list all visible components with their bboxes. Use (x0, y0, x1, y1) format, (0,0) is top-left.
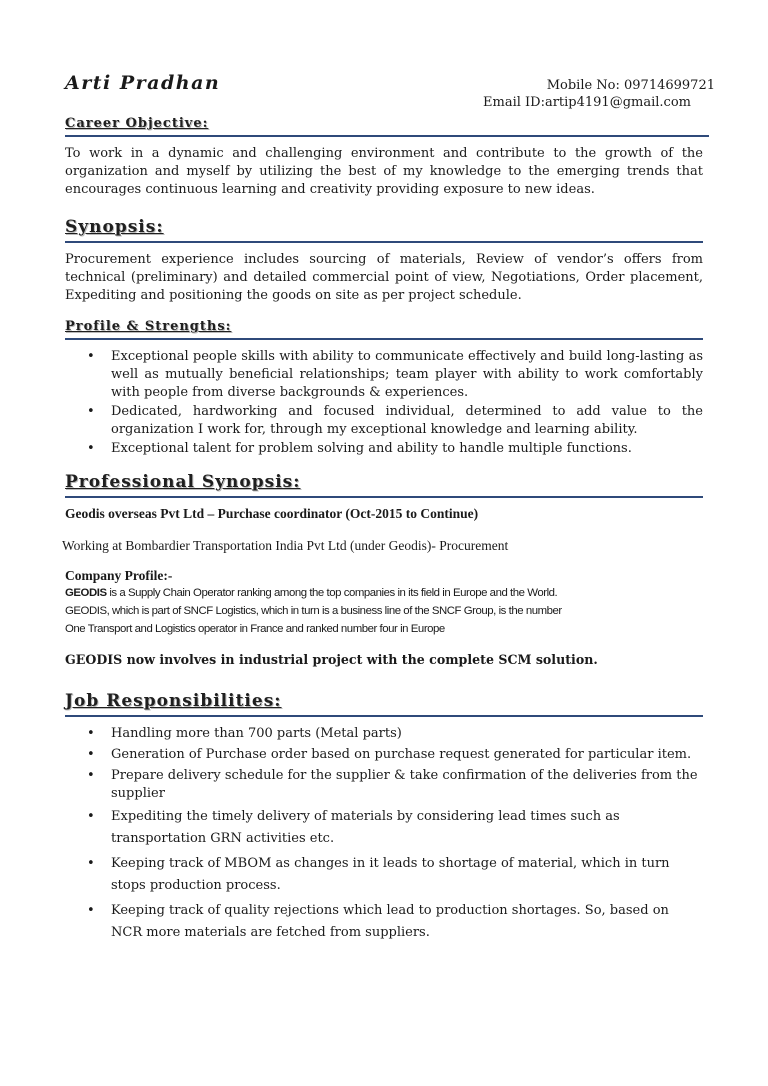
company-name-bold: GEODIS (65, 587, 107, 599)
section-divider (65, 241, 703, 243)
career-objective-heading: Career Objective: (65, 116, 209, 131)
company-profile-text-1: is a Supply Chain Operator ranking among the top companies in its field in Europe and the World. (106, 587, 558, 599)
company-profile-line-3: One Transport and Logistics operator in France and ranked number four in Europe (65, 623, 445, 635)
working-line: Working at Bombardier Transportation India Pvt Ltd (under Geodis)- Procurement (62, 538, 509, 553)
list-item: • Handling more than 700 parts (Metal parts) (111, 725, 703, 743)
profile-list (65, 348, 703, 458)
candidate-name: Arti Pradhan (65, 72, 221, 94)
geodis-scm-statement: GEODIS now involves in industrial project with the complete SCM solution. (65, 652, 598, 667)
company-position-line: Geodis overseas Pvt Ltd – Purchase coordinator (Oct-2015 to Continue) (65, 506, 479, 521)
section-divider (65, 338, 703, 340)
company-profile-line-2: GEODIS, which is part of SNCF Logistics, which in turn is a business line of the SNCF Group, is the number (65, 605, 562, 617)
list-item: • Keeping track of quality rejections which lead to production shortages. So, based on NCR more materials are fetched from suppliers. (111, 900, 703, 944)
list-item: • Keeping track of MBOM as changes in it leads to shortage of material, which in turn stops production process. (111, 853, 703, 897)
profile-heading: Profile & Strengths: (65, 319, 232, 334)
mobile-number: Mobile No: 09714699721 (546, 78, 715, 93)
job-responsibilities-heading: Job Responsibilities: (65, 691, 282, 711)
resume-header (65, 72, 715, 114)
section-divider (65, 496, 703, 498)
resume-page (62, 72, 715, 947)
list-item: • Expediting the timely delivery of materials by considering lead times such as transportation GRN activities etc. (111, 806, 703, 850)
company-profile-line-1 (65, 584, 703, 602)
list-item: • Exceptional people skills with ability to communicate effectively and build long-lasting as well as mutually beneficial relationships; team player with ability to work comfortably with people from diverse backgrounds & experiences. (111, 348, 703, 402)
job-responsibilities-list (65, 725, 703, 944)
list-item: • Prepare delivery schedule for the supplier & take confirmation of the deliveries from the supplier (111, 767, 703, 803)
career-objective-text: To work in a dynamic and challenging environment and contribute to the growth of the organization and myself by utilizing the best of my knowledge to the emerging trends that encourages continuous learning and creativity providing exposure to new ideas. (65, 146, 703, 197)
section-divider (65, 715, 703, 717)
list-item: • Exceptional talent for problem solving and ability to handle multiple functions. (111, 440, 703, 458)
list-item: • Generation of Purchase order based on purchase request generated for particular item. (111, 746, 703, 764)
synopsis-text: Procurement experience includes sourcing of materials, Review of vendor’s offers from technical (preliminary) and detailed commercial point of view, Negotiations, Order placement, Expediting and positioning the goods on site as per project schedule. (65, 252, 703, 303)
professional-heading: Professional Synopsis: (65, 472, 301, 492)
email-address: Email ID:artip4191@gmail.com (483, 95, 691, 110)
list-item: • Dedicated, hardworking and focused individual, determined to add value to the organization I work for, through my exceptional knowledge and learning ability. (111, 403, 703, 439)
synopsis-heading: Synopsis: (65, 217, 164, 237)
section-divider (65, 135, 709, 137)
company-profile-heading: Company Profile:- (65, 568, 173, 583)
